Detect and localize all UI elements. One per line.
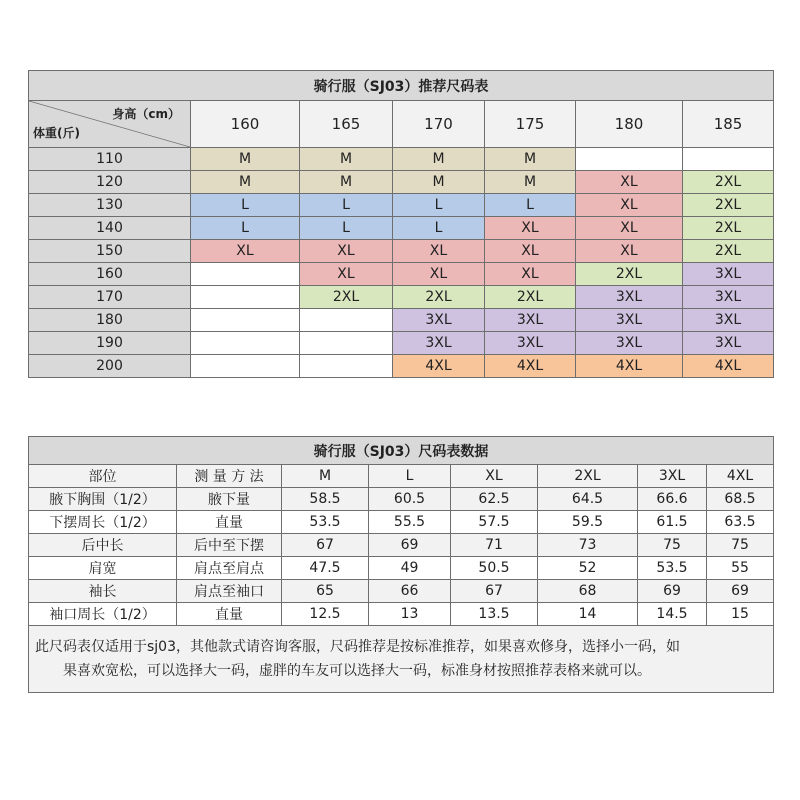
measure-method-cell: 直量	[177, 511, 282, 534]
size-cell	[191, 263, 300, 286]
body-part-cell: 腋下胸围（1/2）	[29, 488, 177, 511]
measurement-value-cell: 68.5	[707, 488, 774, 511]
size-cell	[300, 355, 393, 378]
height-header: 170	[393, 101, 485, 148]
size-cell: L	[191, 194, 300, 217]
data-column-header: L	[369, 465, 451, 488]
weight-cell: 120	[29, 171, 191, 194]
size-cell: 4XL	[576, 355, 683, 378]
measure-method-cell: 直量	[177, 603, 282, 626]
measurement-value-cell: 68	[538, 580, 638, 603]
size-row	[29, 309, 774, 332]
measurement-value-cell: 47.5	[282, 557, 369, 580]
size-recommendation-table	[28, 70, 774, 378]
measurement-value-cell: 66.6	[638, 488, 707, 511]
measurement-value-cell: 69	[707, 580, 774, 603]
measurement-value-cell: 62.5	[451, 488, 538, 511]
weight-cell: 160	[29, 263, 191, 286]
size-cell	[300, 332, 393, 355]
measurement-value-cell: 73	[538, 534, 638, 557]
measurement-value-cell: 65	[282, 580, 369, 603]
weight-cell: 150	[29, 240, 191, 263]
size-cell	[683, 148, 774, 171]
size-cell: 3XL	[576, 332, 683, 355]
size-cell: L	[300, 194, 393, 217]
size-cell: XL	[576, 240, 683, 263]
size-cell: 3XL	[683, 263, 774, 286]
body-part-cell: 袖口周长（1/2）	[29, 603, 177, 626]
size-cell: L	[393, 217, 485, 240]
size-cell: 3XL	[683, 332, 774, 355]
data-column-header: 3XL	[638, 465, 707, 488]
measurement-value-cell: 50.5	[451, 557, 538, 580]
height-axis-label: 身高（cm）	[112, 107, 180, 121]
size-cell	[191, 332, 300, 355]
weight-axis-label: 体重(斤)	[33, 126, 80, 140]
size-cell	[576, 148, 683, 171]
data-column-header: 部位	[29, 465, 177, 488]
size-cell: 2XL	[683, 217, 774, 240]
size-cell: L	[393, 194, 485, 217]
size-cell: XL	[576, 171, 683, 194]
size-cell: 2XL	[683, 240, 774, 263]
size-table-title: 骑行服（SJ03）推荐尺码表	[29, 71, 774, 101]
measurement-value-cell: 61.5	[638, 511, 707, 534]
size-cell: L	[485, 194, 576, 217]
size-cell: 3XL	[683, 286, 774, 309]
size-cell: 2XL	[576, 263, 683, 286]
measure-method-cell: 后中至下摆	[177, 534, 282, 557]
weight-cell: 200	[29, 355, 191, 378]
body-part-cell: 下摆周长（1/2）	[29, 511, 177, 534]
size-cell: M	[393, 148, 485, 171]
size-row	[29, 171, 774, 194]
size-cell: XL	[485, 217, 576, 240]
measurement-value-cell: 13.5	[451, 603, 538, 626]
measurement-value-cell: 66	[369, 580, 451, 603]
measurement-value-cell: 64.5	[538, 488, 638, 511]
size-cell: XL	[300, 240, 393, 263]
measurement-value-cell: 59.5	[538, 511, 638, 534]
size-cell: XL	[576, 194, 683, 217]
size-cell: M	[485, 148, 576, 171]
fit-note-line-2: 果喜欢宽松，可以选择大一码，虚胖的车友可以选择大一码，标准身材按照推荐表格来就可以。	[63, 663, 651, 679]
size-cell: 3XL	[485, 309, 576, 332]
measurement-value-cell: 13	[369, 603, 451, 626]
size-cell: M	[191, 148, 300, 171]
measurement-value-cell: 67	[451, 580, 538, 603]
size-row	[29, 332, 774, 355]
data-table-title: 骑行服（SJ03）尺码表数据	[29, 437, 774, 465]
size-cell: L	[191, 217, 300, 240]
measurement-row	[29, 488, 774, 511]
measure-method-cell: 腋下量	[177, 488, 282, 511]
size-cell: XL	[485, 263, 576, 286]
measurement-value-cell: 58.5	[282, 488, 369, 511]
size-cell: XL	[485, 240, 576, 263]
measurement-value-cell: 55	[707, 557, 774, 580]
size-cell: 2XL	[485, 286, 576, 309]
body-part-cell: 肩宽	[29, 557, 177, 580]
measurement-row	[29, 511, 774, 534]
measurement-value-cell: 52	[538, 557, 638, 580]
size-row	[29, 263, 774, 286]
height-header: 165	[300, 101, 393, 148]
measurement-value-cell: 63.5	[707, 511, 774, 534]
height-header: 160	[191, 101, 300, 148]
measurement-value-cell: 53.5	[282, 511, 369, 534]
size-row	[29, 148, 774, 171]
measurement-value-cell: 15	[707, 603, 774, 626]
measurement-value-cell: 69	[638, 580, 707, 603]
measurement-value-cell: 67	[282, 534, 369, 557]
weight-cell: 170	[29, 286, 191, 309]
size-row	[29, 217, 774, 240]
size-cell: M	[300, 171, 393, 194]
size-cell: M	[485, 171, 576, 194]
size-row	[29, 240, 774, 263]
height-header: 180	[576, 101, 683, 148]
size-cell	[191, 355, 300, 378]
measurement-value-cell: 14.5	[638, 603, 707, 626]
size-cell	[191, 309, 300, 332]
measurement-value-cell: 49	[369, 557, 451, 580]
size-cell: XL	[191, 240, 300, 263]
size-cell: 2XL	[300, 286, 393, 309]
measurement-value-cell: 75	[707, 534, 774, 557]
measurement-value-cell: 53.5	[638, 557, 707, 580]
measurement-row	[29, 534, 774, 557]
size-cell	[300, 309, 393, 332]
size-cell: 4XL	[393, 355, 485, 378]
measurement-value-cell: 60.5	[369, 488, 451, 511]
measurement-value-cell: 14	[538, 603, 638, 626]
measurement-row	[29, 580, 774, 603]
corner-header	[29, 101, 191, 148]
size-cell: XL	[393, 240, 485, 263]
size-cell: M	[393, 171, 485, 194]
weight-cell: 190	[29, 332, 191, 355]
weight-cell: 140	[29, 217, 191, 240]
data-column-header: XL	[451, 465, 538, 488]
measurement-value-cell: 75	[638, 534, 707, 557]
size-cell: M	[191, 171, 300, 194]
size-cell: 2XL	[683, 194, 774, 217]
size-cell: 4XL	[485, 355, 576, 378]
height-header: 175	[485, 101, 576, 148]
data-column-header: 4XL	[707, 465, 774, 488]
measurement-value-cell: 71	[451, 534, 538, 557]
measure-method-cell: 肩点至肩点	[177, 557, 282, 580]
weight-cell: 110	[29, 148, 191, 171]
size-data-table	[28, 436, 774, 693]
weight-cell: 130	[29, 194, 191, 217]
size-cell: L	[300, 217, 393, 240]
size-cell: 3XL	[683, 309, 774, 332]
size-cell: 2XL	[393, 286, 485, 309]
size-cell: XL	[300, 263, 393, 286]
size-row	[29, 194, 774, 217]
size-cell: XL	[576, 217, 683, 240]
height-header: 185	[683, 101, 774, 148]
fit-note-line-1: 此尺码表仅适用于sj03，其他款式请咨询客服，尺码推荐是按标准推荐，如果喜欢修身，选择小一码，如	[35, 639, 680, 655]
size-cell: 3XL	[576, 309, 683, 332]
size-cell: 4XL	[683, 355, 774, 378]
measurement-value-cell: 57.5	[451, 511, 538, 534]
measurement-value-cell: 69	[369, 534, 451, 557]
size-row	[29, 355, 774, 378]
size-cell: XL	[393, 263, 485, 286]
size-cell: 3XL	[393, 309, 485, 332]
body-part-cell: 后中长	[29, 534, 177, 557]
size-cell: 3XL	[576, 286, 683, 309]
measurement-value-cell: 55.5	[369, 511, 451, 534]
fit-note	[29, 626, 774, 693]
weight-cell: 180	[29, 309, 191, 332]
size-cell	[191, 286, 300, 309]
body-part-cell: 袖长	[29, 580, 177, 603]
data-column-header: 测 量 方 法	[177, 465, 282, 488]
data-column-header: 2XL	[538, 465, 638, 488]
size-cell: 2XL	[683, 171, 774, 194]
measure-method-cell: 肩点至袖口	[177, 580, 282, 603]
size-cell: 3XL	[485, 332, 576, 355]
size-row	[29, 286, 774, 309]
measurement-row	[29, 557, 774, 580]
data-column-header: M	[282, 465, 369, 488]
measurement-row	[29, 603, 774, 626]
size-cell: 3XL	[393, 332, 485, 355]
size-cell: M	[300, 148, 393, 171]
measurement-value-cell: 12.5	[282, 603, 369, 626]
